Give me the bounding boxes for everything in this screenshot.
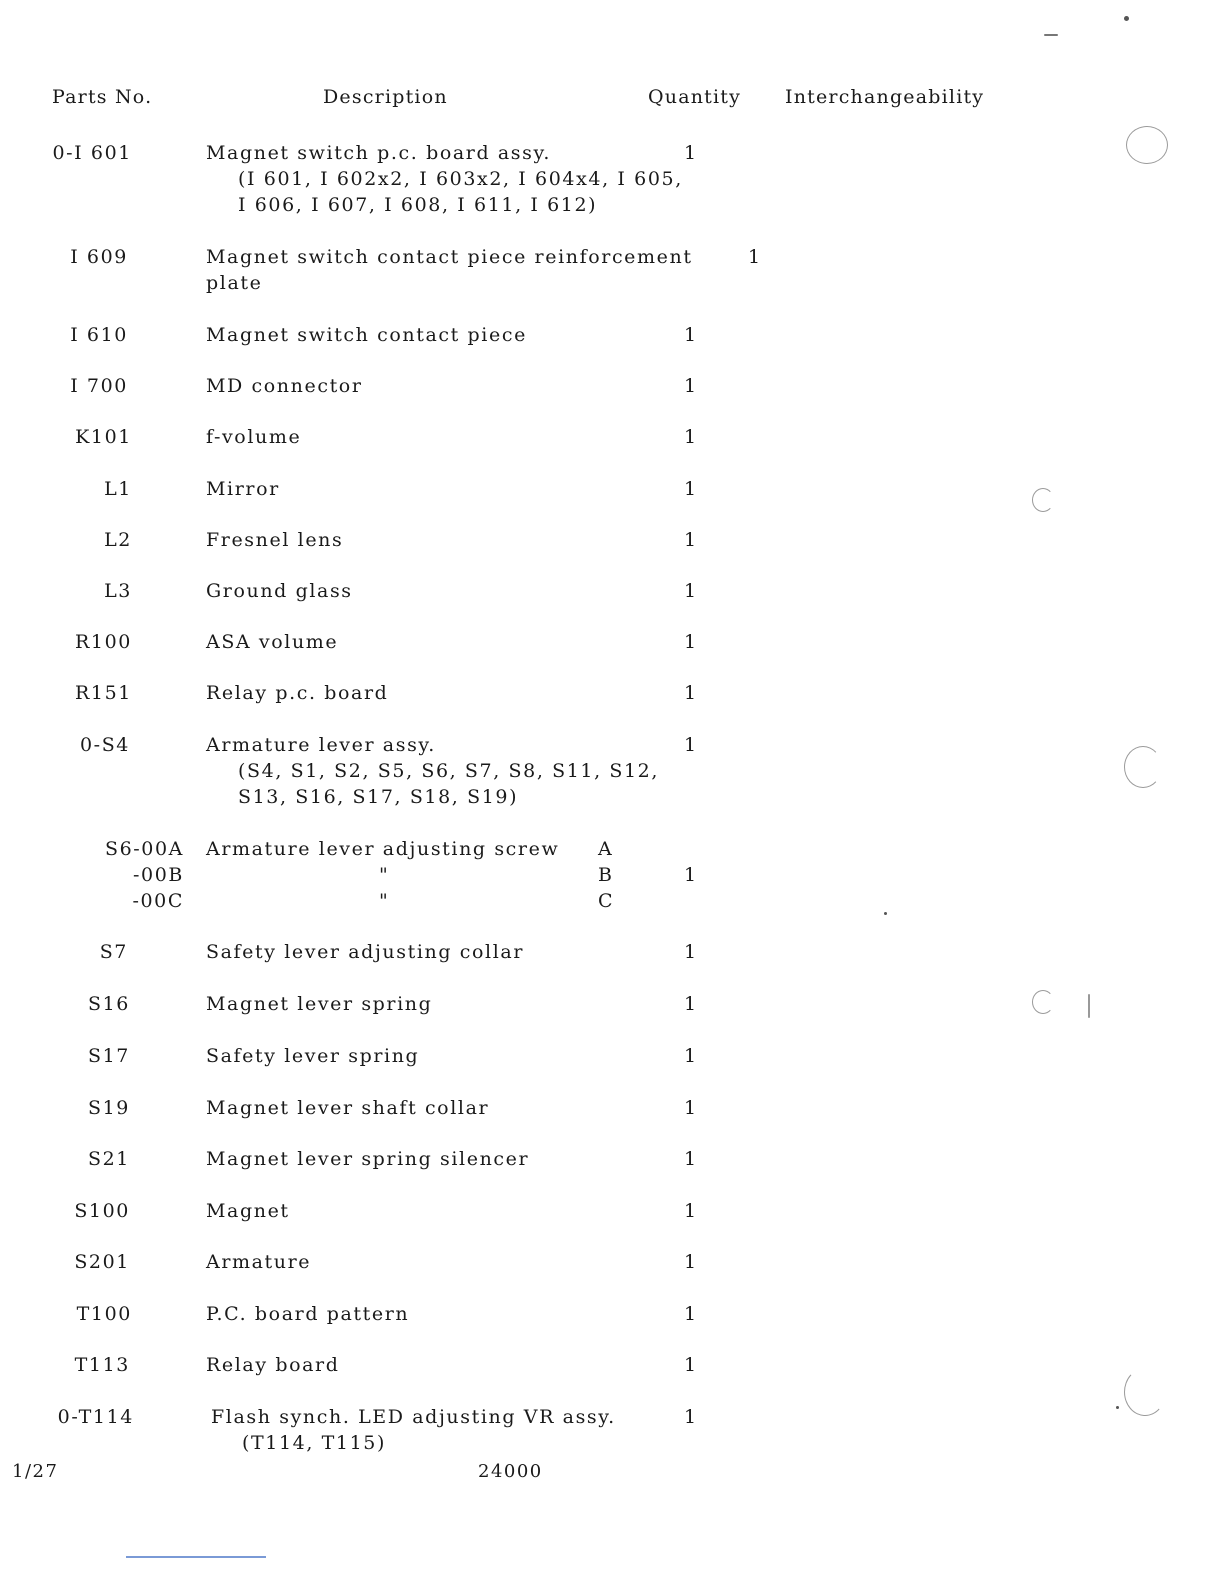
part-description: Armature [206,1251,312,1273]
page-reference: 1/27 [12,1461,59,1482]
binder-hole-mark [1126,126,1168,164]
part-description: P.C. board pattern [206,1303,410,1325]
part-quantity: 1 [684,682,698,704]
binder-hole-mark [1124,746,1162,788]
part-subcomponents: S13, S16, S17, S18, S19) [238,786,519,808]
part-description-cont: plate [206,272,263,294]
part-description: Magnet switch contact piece [206,324,527,346]
part-description: Safety lever adjusting collar [206,941,525,963]
part-description: MD connector [206,375,363,397]
part-quantity: 1 [748,246,762,268]
part-quantity: 1 [684,1148,698,1170]
part-subcomponents: (T114, T115) [242,1432,386,1454]
part-subcomponents: (S4, S1, S2, S5, S6, S7, S8, S11, S12, [238,760,660,782]
part-quantity: 1 [684,993,698,1015]
part-number: R151 [75,682,132,704]
scan-speck [884,912,887,915]
part-number: S6-00A [104,838,184,860]
part-quantity: 1 [684,142,698,164]
part-quantity: 1 [684,1354,698,1376]
part-quantity: 1 [684,941,698,963]
part-description: Relay p.c. board [206,682,389,704]
header-description: Description [323,86,448,108]
part-number: S17 [88,1045,130,1067]
part-number-variant: -00C [132,890,184,912]
part-number: T100 [76,1303,132,1325]
part-number: L2 [104,529,132,551]
part-description: ASA volume [206,631,339,653]
scan-speck [1116,1406,1119,1409]
part-quantity: 1 [684,631,698,653]
part-quantity: 1 [684,529,698,551]
part-description: f-volume [206,426,302,448]
scan-speck [1088,994,1090,1018]
part-grade: C [598,890,615,912]
part-description: Armature lever adjusting screw [206,838,560,860]
part-number: S201 [74,1251,130,1273]
part-number: 0-S4 [79,734,130,756]
part-number: S21 [88,1148,130,1170]
part-quantity: 1 [684,1045,698,1067]
part-description: Ground glass [206,580,353,602]
part-description: Magnet [206,1200,290,1222]
part-description: Armature lever assy. [206,734,436,756]
part-number: S7 [99,941,128,963]
part-description: Relay board [206,1354,340,1376]
ditto-mark: " [379,864,390,886]
part-description: Magnet lever spring [206,993,433,1015]
part-quantity: 1 [684,375,698,397]
header-parts-no: Parts No. [52,86,153,108]
part-number: L1 [104,478,132,500]
part-description: Magnet lever spring silencer [206,1148,530,1170]
part-number: R100 [75,631,132,653]
part-quantity: 1 [684,1097,698,1119]
header-interchangeability: Interchangeability [785,86,985,108]
part-number: 0-T114 [57,1406,134,1428]
part-number: I 609 [70,246,128,268]
part-description: Magnet switch contact piece reinforcement [206,246,693,268]
part-number-variant: -00B [133,864,184,886]
binder-hole-mark [1124,1368,1166,1416]
part-description: Magnet switch p.c. board assy. [206,142,551,164]
part-subcomponents: I 606, I 607, I 608, I 611, I 612) [238,194,598,216]
part-grade: A [598,838,614,860]
part-number: S19 [88,1097,130,1119]
part-number: I 700 [70,375,128,397]
part-description: Flash synch. LED adjusting VR assy. [211,1406,616,1428]
part-quantity: 1 [684,1406,698,1428]
underline-mark [126,1556,266,1558]
part-grade: B [598,864,614,886]
part-description: Mirror [206,478,280,500]
binder-hole-mark [1032,488,1054,512]
part-description: Fresnel lens [206,529,344,551]
part-description: Safety lever spring [206,1045,420,1067]
part-quantity: 1 [684,1200,698,1222]
part-number: K101 [75,426,132,448]
part-quantity: 1 [684,580,698,602]
part-number: L3 [104,580,132,602]
document-number: 24000 [478,1461,543,1482]
part-number: S16 [88,993,130,1015]
part-quantity: 1 [684,864,698,886]
part-quantity: 1 [684,734,698,756]
scan-speck [1124,16,1129,21]
part-number: 0-I 601 [52,142,132,164]
part-number: I 610 [70,324,128,346]
part-description: Magnet lever shaft collar [206,1097,490,1119]
part-number: S100 [74,1200,130,1222]
part-subcomponents: (I 601, I 602x2, I 603x2, I 604x4, I 605, [238,168,683,190]
part-quantity: 1 [684,1251,698,1273]
binder-hole-mark [1032,990,1054,1014]
scan-speck [1044,34,1058,36]
ditto-mark: " [379,890,390,912]
header-quantity: Quantity [648,86,742,108]
part-quantity: 1 [684,426,698,448]
part-quantity: 1 [684,1303,698,1325]
part-quantity: 1 [684,478,698,500]
part-number: T113 [74,1354,130,1376]
part-quantity: 1 [684,324,698,346]
